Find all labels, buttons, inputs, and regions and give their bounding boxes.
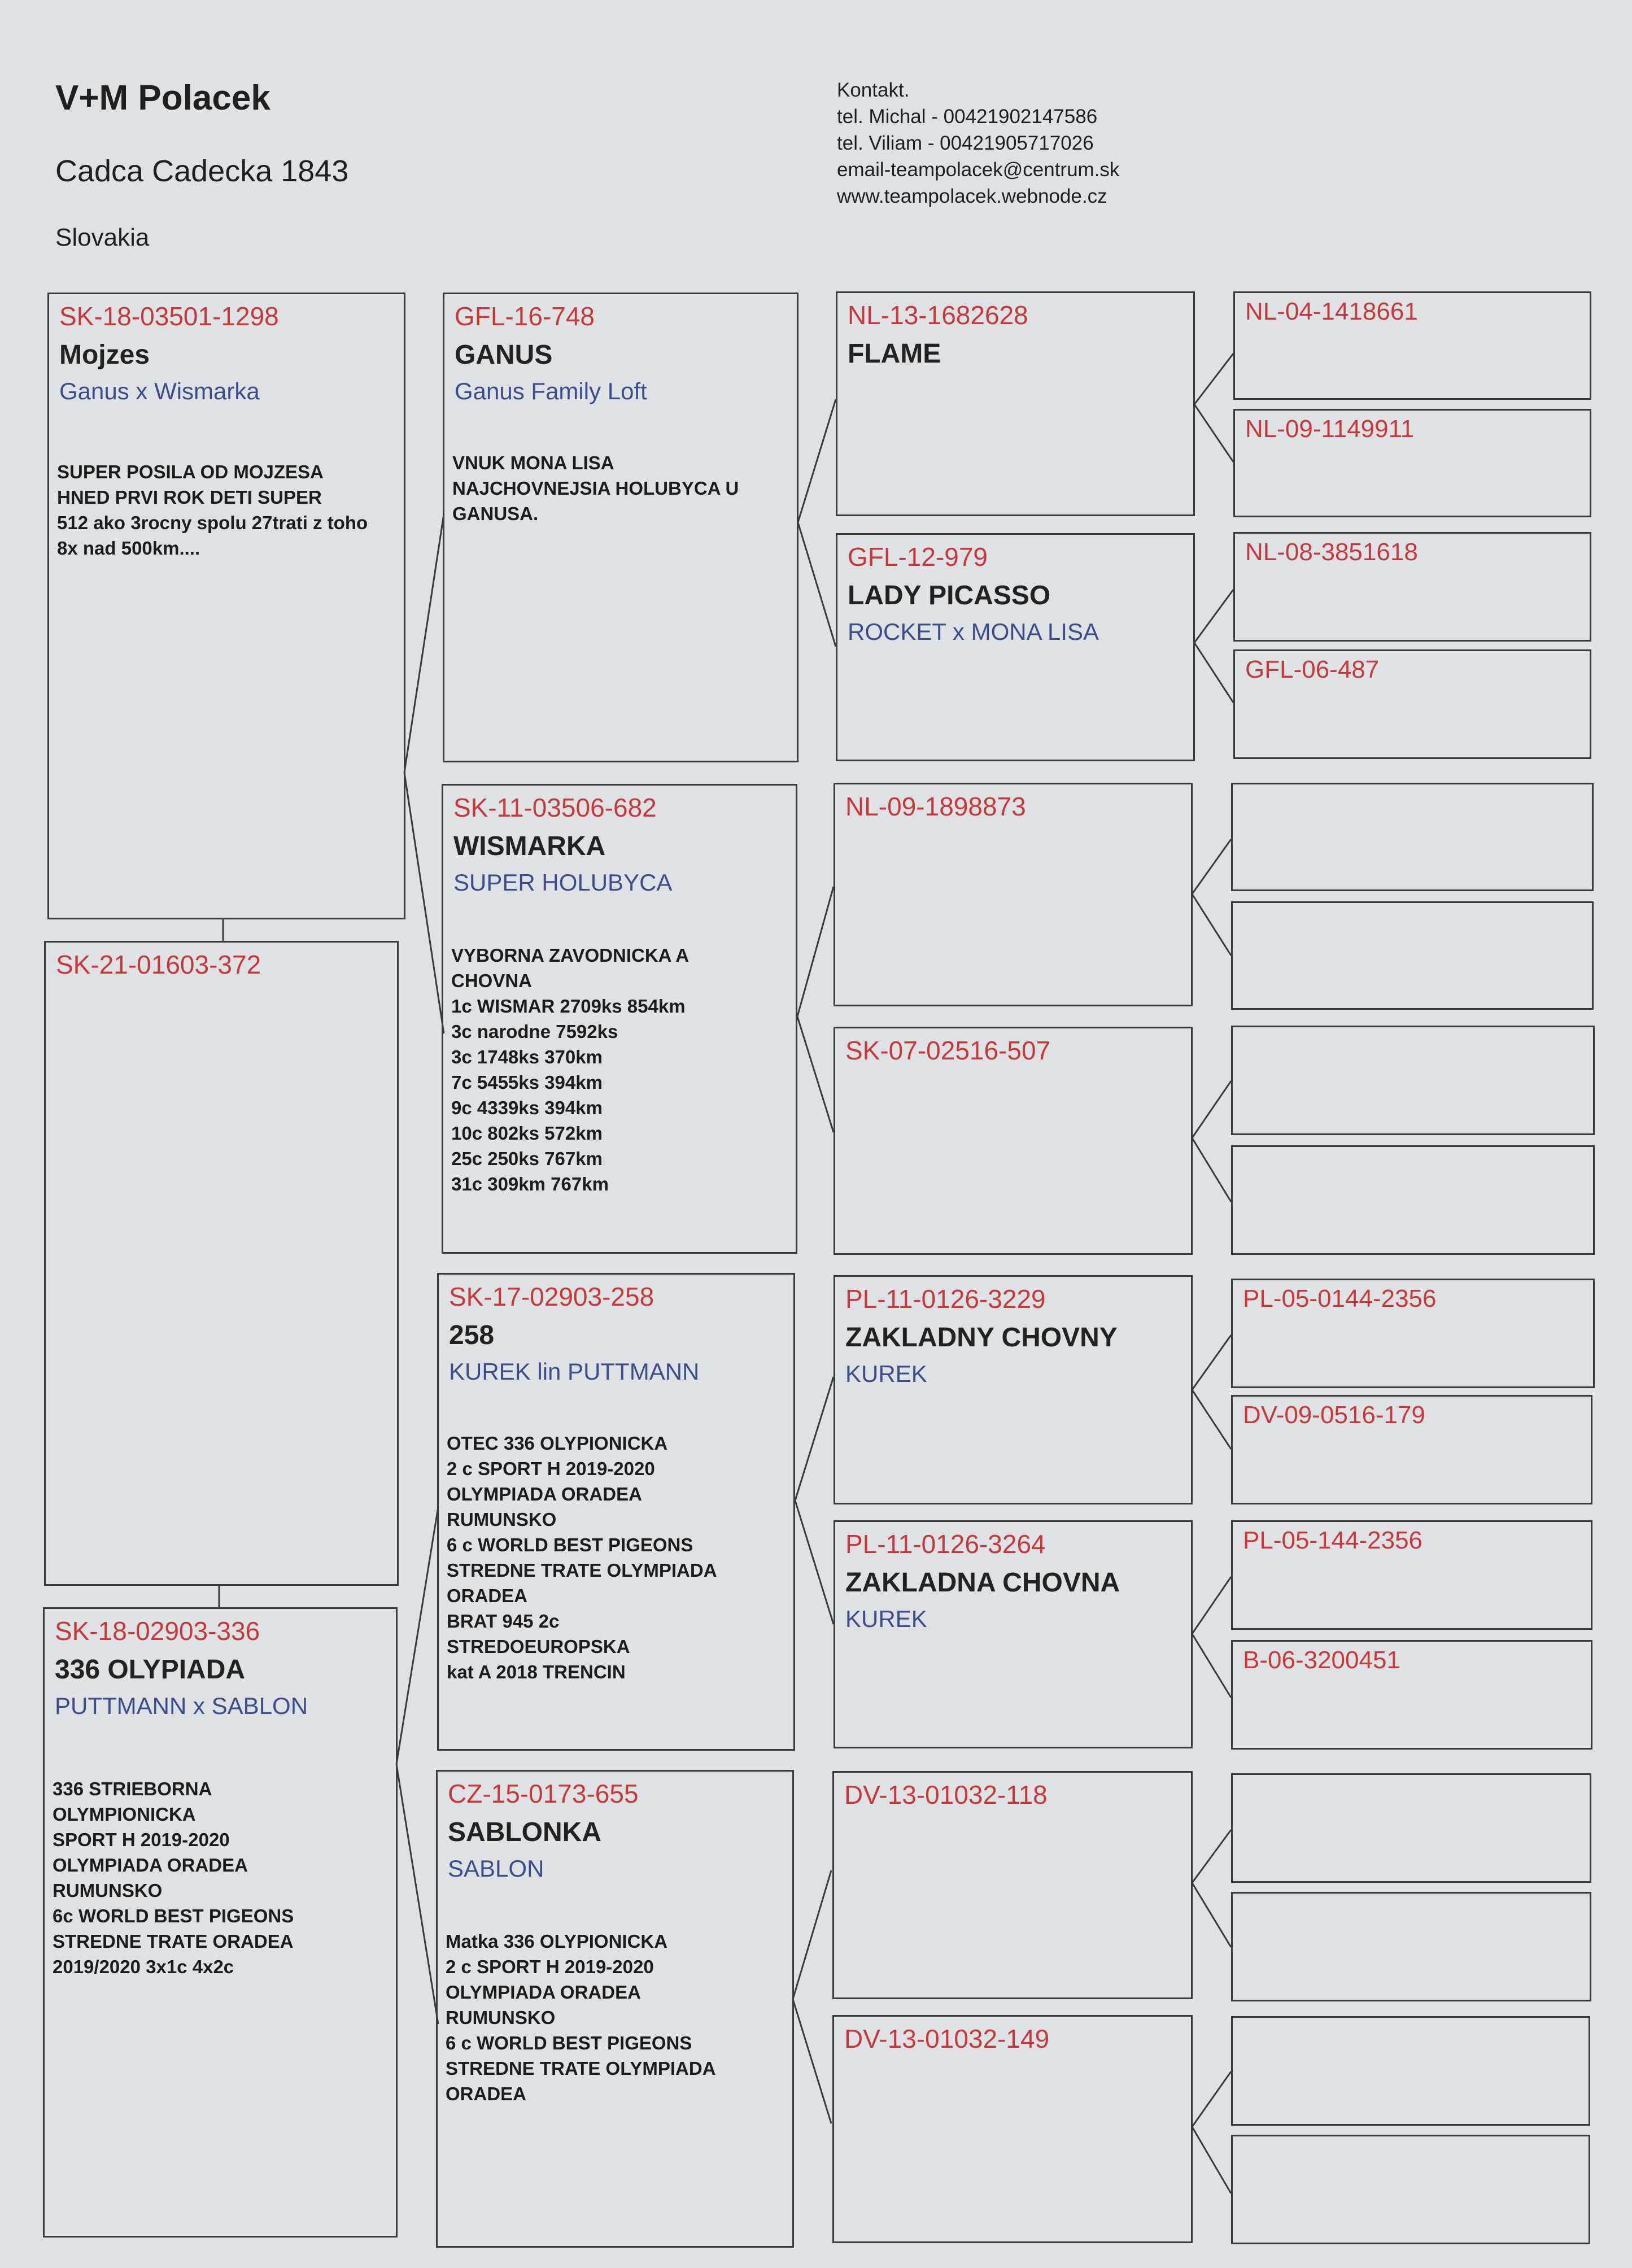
pigeon-name: ZAKLADNA CHOVNA [845, 1568, 1120, 1598]
ring-number: NL-08-3851618 [1245, 538, 1418, 566]
pigeon-name: SABLONKA [448, 1817, 601, 1847]
note-line: ORADEA [446, 2083, 527, 2104]
ring-number: SK-07-02516-507 [845, 1036, 1051, 1065]
note-line: CHOVNA [451, 970, 533, 991]
pigeon-name: GANUS [455, 340, 553, 370]
ring-number: NL-13-1682628 [848, 300, 1028, 330]
contact-website: www.teampolacek.webnode.cz [837, 185, 1107, 207]
pigeon-card-main [47, 293, 405, 919]
note-line: OLYMPIADA ORADEA [447, 1484, 642, 1504]
note-line: 1c WISMAR 2709ks 854km [451, 996, 686, 1017]
pigeon-pedigree: KUREK lin PUTTMANN [449, 1358, 700, 1385]
pigeon-card-dam [43, 1607, 398, 2238]
contact-phone-viliam: tel. Viliam - 00421905717026 [837, 132, 1094, 154]
contact-phone-michal: tel. Michal - 00421902147586 [837, 106, 1098, 128]
note-line: 512 ako 3rocny spolu 27trati z toho [57, 512, 368, 533]
pigeon-card-gen4 [1231, 2135, 1590, 2244]
ring-number: PL-05-144-2356 [1243, 1526, 1423, 1554]
pigeon-card-gen3 [832, 1771, 1193, 1999]
pigeon-pedigree: Ganus x Wismarka [59, 378, 260, 404]
breeder-name: V+M Polacek [55, 78, 270, 117]
note-line: 2 c SPORT H 2019-2020 [447, 1458, 655, 1479]
pigeon-card-gen4 [1231, 1892, 1591, 2001]
note-line: 6 c WORLD BEST PIGEONS [446, 2033, 692, 2053]
note-line: OTEC 336 OLYPIONICKA [447, 1433, 668, 1454]
note-line: 8x nad 500km.... [57, 538, 200, 559]
pigeon-pedigree: SUPER HOLUBYCA [453, 869, 673, 896]
ring-number: GFL-12-979 [848, 542, 988, 572]
ring-number: SK-17-02903-258 [449, 1282, 654, 1311]
note-line: OLYMPIADA ORADEA [53, 1855, 248, 1876]
pigeon-card-gen3 [836, 533, 1195, 761]
note-line: 9c 4339ks 394km [451, 1097, 603, 1118]
pigeon-card-gen3 [836, 291, 1195, 516]
breeder-address: Cadca Cadecka 1843 [55, 154, 349, 188]
pigeon-name: ZAKLADNY CHOVNY [845, 1323, 1118, 1353]
pigeon-pedigree: SABLON [448, 1855, 544, 1882]
pigeon-pedigree: Ganus Family Loft [455, 378, 647, 404]
ring-number: PL-11-0126-3264 [845, 1529, 1046, 1559]
pigeon-card-gen3 [834, 783, 1193, 1006]
pigeon-notes [57, 459, 368, 561]
note-line: STREDNE TRATE OLYMPIADA [446, 2058, 716, 2079]
pigeon-card-gen3 [834, 1027, 1193, 1255]
note-line: 7c 5455ks 394km [451, 1072, 603, 1093]
note-line: 2019/2020 3x1c 4x2c [53, 1956, 234, 1977]
note-line: SPORT H 2019-2020 [53, 1829, 230, 1850]
pigeon-name: 336 OLYPIADA [55, 1655, 246, 1685]
note-line: STREDNE TRATE ORADEA [53, 1931, 294, 1952]
pigeon-card-gen3 [832, 2015, 1193, 2243]
ring-number: CZ-15-0173-655 [448, 1779, 639, 1808]
pigeon-card-gen4 [1231, 2016, 1590, 2126]
pigeon-notes [447, 1430, 717, 1685]
pigeon-card-gen2-dam2 [436, 1770, 794, 2248]
pigeon-pedigree: ROCKET x MONA LISA [848, 618, 1099, 645]
pigeon-card-gen4 [1231, 901, 1594, 1010]
pigeon-pedigree: PUTTMANN x SABLON [55, 1693, 308, 1719]
note-line: VYBORNA ZAVODNICKA A [451, 945, 690, 966]
pigeon-card-gen4 [1231, 1520, 1592, 1630]
pigeon-card-gen3 [834, 1275, 1193, 1504]
note-line: STREDOEUROPSKA [447, 1636, 630, 1657]
pigeon-name: LADY PICASSO [848, 581, 1051, 610]
ring-number: SK-18-02903-336 [55, 1616, 260, 1646]
ring-number: DV-13-01032-149 [844, 2024, 1050, 2053]
pigeon-name: 258 [449, 1320, 495, 1350]
pigeon-name: WISMARKA [453, 831, 606, 861]
pigeon-card-gen4 [1233, 532, 1591, 642]
note-line: SUPER POSILA OD MOJZESA [57, 461, 324, 482]
pigeon-card-gen4 [1231, 1145, 1595, 1255]
pigeon-card-gen4 [1231, 1395, 1592, 1504]
note-line: 3c narodne 7592ks [451, 1021, 618, 1042]
ring-number: GFL-16-748 [455, 302, 595, 331]
ring-number: SK-18-03501-1298 [59, 302, 279, 331]
ring-number: GFL-06-487 [1245, 656, 1380, 683]
note-line: ORADEA [447, 1585, 528, 1606]
pigeon-card-gen2-dam [442, 784, 797, 1254]
note-line: 6c WORLD BEST PIGEONS [53, 1905, 294, 1926]
contact-email: email-teampolacek@centrum.sk [837, 159, 1120, 181]
pigeon-notes [53, 1776, 294, 1979]
note-line: GANUSA. [452, 503, 539, 524]
note-line: 25c 250ks 767km [451, 1148, 603, 1169]
pigeon-card-gen2-sire2 [437, 1273, 795, 1751]
ring-number: NL-04-1418661 [1245, 298, 1418, 325]
pigeon-card-middle [44, 941, 399, 1586]
pigeon-name: Mojzes [59, 340, 150, 370]
pigeon-card-gen4 [1231, 783, 1594, 891]
ring-number: NL-09-1149911 [1245, 415, 1415, 443]
note-line: 10c 802ks 572km [451, 1123, 603, 1144]
ring-number: DV-13-01032-118 [844, 1780, 1048, 1809]
note-line: OLYMPIADA ORADEA [446, 1982, 641, 2003]
pigeon-card-gen3 [834, 1520, 1193, 1748]
pigeon-card-gen4 [1231, 1773, 1591, 1883]
note-line: 31c 309km 767km [451, 1174, 609, 1194]
note-line: BRAT 945 2c [447, 1611, 560, 1632]
pigeon-card-gen4 [1231, 1026, 1595, 1135]
pigeon-card-gen2-sire [443, 293, 798, 762]
pigeon-pedigree: KUREK [845, 1360, 927, 1387]
note-line: VNUK MONA LISA [452, 452, 614, 473]
note-line: OLYMPIONICKA [53, 1804, 196, 1825]
ring-number: SK-21-01603-372 [56, 950, 261, 979]
note-line: HNED PRVI ROK DETI SUPER [57, 487, 322, 508]
breeder-country: Slovakia [55, 224, 150, 251]
note-line: 3c 1748ks 370km [451, 1046, 603, 1067]
pigeon-card-gen4 [1233, 649, 1591, 759]
ring-number: B-06-3200451 [1243, 1646, 1400, 1674]
pigeon-notes [452, 450, 739, 526]
pigeon-card-gen4 [1231, 1640, 1592, 1750]
note-line: Matka 336 OLYPIONICKA [446, 1931, 668, 1952]
note-line: NAJCHOVNEJSIA HOLUBYCA U [452, 478, 739, 499]
pigeon-name: FLAME [848, 339, 941, 369]
note-line: RUMUNSKO [446, 2007, 556, 2028]
pigeon-notes [446, 1929, 716, 2106]
pigeon-card-gen4 [1231, 1279, 1595, 1388]
note-line: 6 c WORLD BEST PIGEONS [447, 1534, 693, 1555]
pigeon-card-gen4 [1233, 291, 1591, 400]
note-line: RUMUNSKO [447, 1509, 557, 1530]
ring-number: SK-11-03506-682 [453, 793, 657, 822]
note-line: STREDNE TRATE OLYMPIADA [447, 1560, 717, 1581]
note-line: 336 STRIEBORNA [53, 1778, 212, 1799]
pigeon-card-gen4 [1233, 409, 1591, 517]
contact-title: Kontakt. [837, 79, 910, 101]
ring-number: NL-09-1898873 [845, 792, 1026, 821]
ring-number: DV-09-0516-179 [1243, 1401, 1425, 1429]
ring-number: PL-05-0144-2356 [1243, 1285, 1437, 1312]
pigeon-pedigree: KUREK [845, 1606, 927, 1632]
note-line: 2 c SPORT H 2019-2020 [446, 1956, 654, 1977]
note-line: RUMUNSKO [53, 1880, 163, 1901]
note-line: kat A 2018 TRENCIN [447, 1661, 626, 1682]
ring-number: PL-11-0126-3229 [845, 1284, 1046, 1314]
pigeon-notes [451, 943, 689, 1197]
